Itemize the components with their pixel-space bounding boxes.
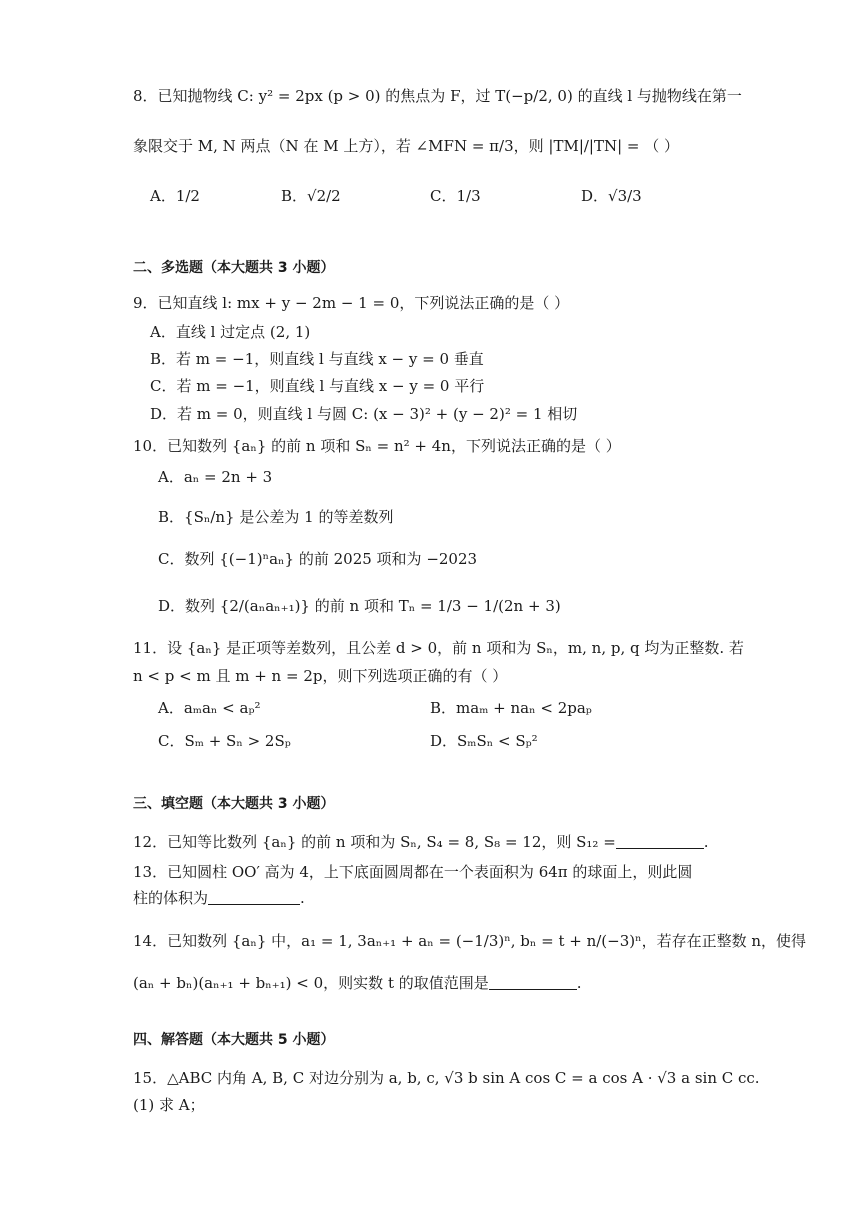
q10-option-a: A．aₙ = 2n + 3 <box>158 468 273 486</box>
q14-answer-blank <box>489 973 577 990</box>
q14-line2 <box>133 973 582 993</box>
q13-text: 柱的体积为 <box>133 889 209 907</box>
q8-option-b: B．√2/2 <box>281 187 341 205</box>
q9-option-d: D．若 m = 0，则直线 l 与圆 C: (x − 3)² + (y − 2)² = 1 相切 <box>150 405 578 423</box>
q14-text: (aₙ + bₙ)(aₙ₊₁ + bₙ₊₁) < 0，则实数 t 的取值范围是 <box>133 974 489 992</box>
q11-option-a: A．aₘaₙ < aₚ² <box>158 699 261 717</box>
q10-stem: 10．已知数列 {aₙ} 的前 n 项和 Sₙ = n² + 4n，下列说法正确的是（ ） <box>133 437 621 455</box>
q12-answer-blank <box>616 832 704 849</box>
q13-answer-blank <box>208 888 300 905</box>
q11-option-c: C．Sₘ + Sₙ > 2Sₚ <box>158 732 291 750</box>
q8-option-a: A．1/2 <box>150 187 200 205</box>
q13-end: . <box>300 889 305 907</box>
q12-text: 12．已知等比数列 {aₙ} 的前 n 项和为 Sₙ, S₄ = 8, S₈ = 12，则 S₁₂ = <box>133 833 616 851</box>
q15-line1: 15．△ABC 内角 A, B, C 对边分别为 a, b, c, √3 b sin A cos C = a cos A · √3 a sin C cc. <box>133 1069 760 1087</box>
q13-line2 <box>133 888 305 908</box>
q14-end: . <box>576 974 582 992</box>
q10-option-d: D．数列 {2/(aₙaₙ₊₁)} 的前 n 项和 Tₙ = 1/3 − 1/(2n + 3) <box>158 597 561 615</box>
q8-option-d: D．√3/3 <box>581 187 642 205</box>
q11-line2: n < p < m 且 m + n = 2p，则下列选项正确的有（ ） <box>133 667 508 685</box>
q8-line1: 8．已知抛物线 C: y² = 2px (p > 0) 的焦点为 F，过 T(−p/2, 0) 的直线 l 与抛物线在第一 <box>133 87 742 105</box>
q12-line <box>133 832 709 852</box>
q14-line1: 14．已知数列 {aₙ} 中，a₁ = 1, 3aₙ₊₁ + aₙ = (−1/3)ⁿ, bₙ = t + n/(−3)ⁿ，若存在正整数 n，使得 <box>133 932 807 950</box>
q9-option-a: A．直线 l 过定点 (2, 1) <box>150 323 311 341</box>
q10-option-c: C．数列 {(−1)ⁿaₙ} 的前 2025 项和为 −2023 <box>158 550 478 568</box>
q11-line1: 11．设 {aₙ} 是正项等差数列，且公差 d > 0，前 n 项和为 Sₙ，m, n, p, q 均为正整数. 若 <box>133 639 744 657</box>
q8-line2: 象限交于 M, N 两点（N 在 M 上方），若 ∠MFN = π/3，则 |TM|/|TN| = （ ） <box>133 137 680 155</box>
q8-option-c: C．1/3 <box>430 187 481 205</box>
q15-part1: (1) 求 A； <box>133 1096 205 1114</box>
q9-stem: 9．已知直线 l: mx + y − 2m − 1 = 0，下列说法正确的是（ ） <box>133 294 570 312</box>
q13-line1: 13．已知圆柱 OO′ 高为 4，上下底面圆周都在一个表面积为 64π 的球面上，则此圆 <box>133 863 693 881</box>
section-heading-solutions: 四、解答题（本大题共 5 小题） <box>133 1032 335 1048</box>
q11-option-b: B．maₘ + naₙ < 2paₚ <box>430 699 592 717</box>
q10-option-b: B．{Sₙ/n} 是公差为 1 的等差数列 <box>158 508 394 526</box>
section-heading-multiple-choice: 二、多选题（本大题共 3 小题） <box>133 260 335 276</box>
q11-option-d: D．SₘSₙ < Sₚ² <box>430 732 538 750</box>
q9-option-b: B．若 m = −1，则直线 l 与直线 x − y = 0 垂直 <box>150 350 484 368</box>
q9-option-c: C．若 m = −1，则直线 l 与直线 x − y = 0 平行 <box>150 377 485 395</box>
section-heading-fill-in: 三、填空题（本大题共 3 小题） <box>133 796 335 812</box>
q12-end: . <box>703 833 709 851</box>
